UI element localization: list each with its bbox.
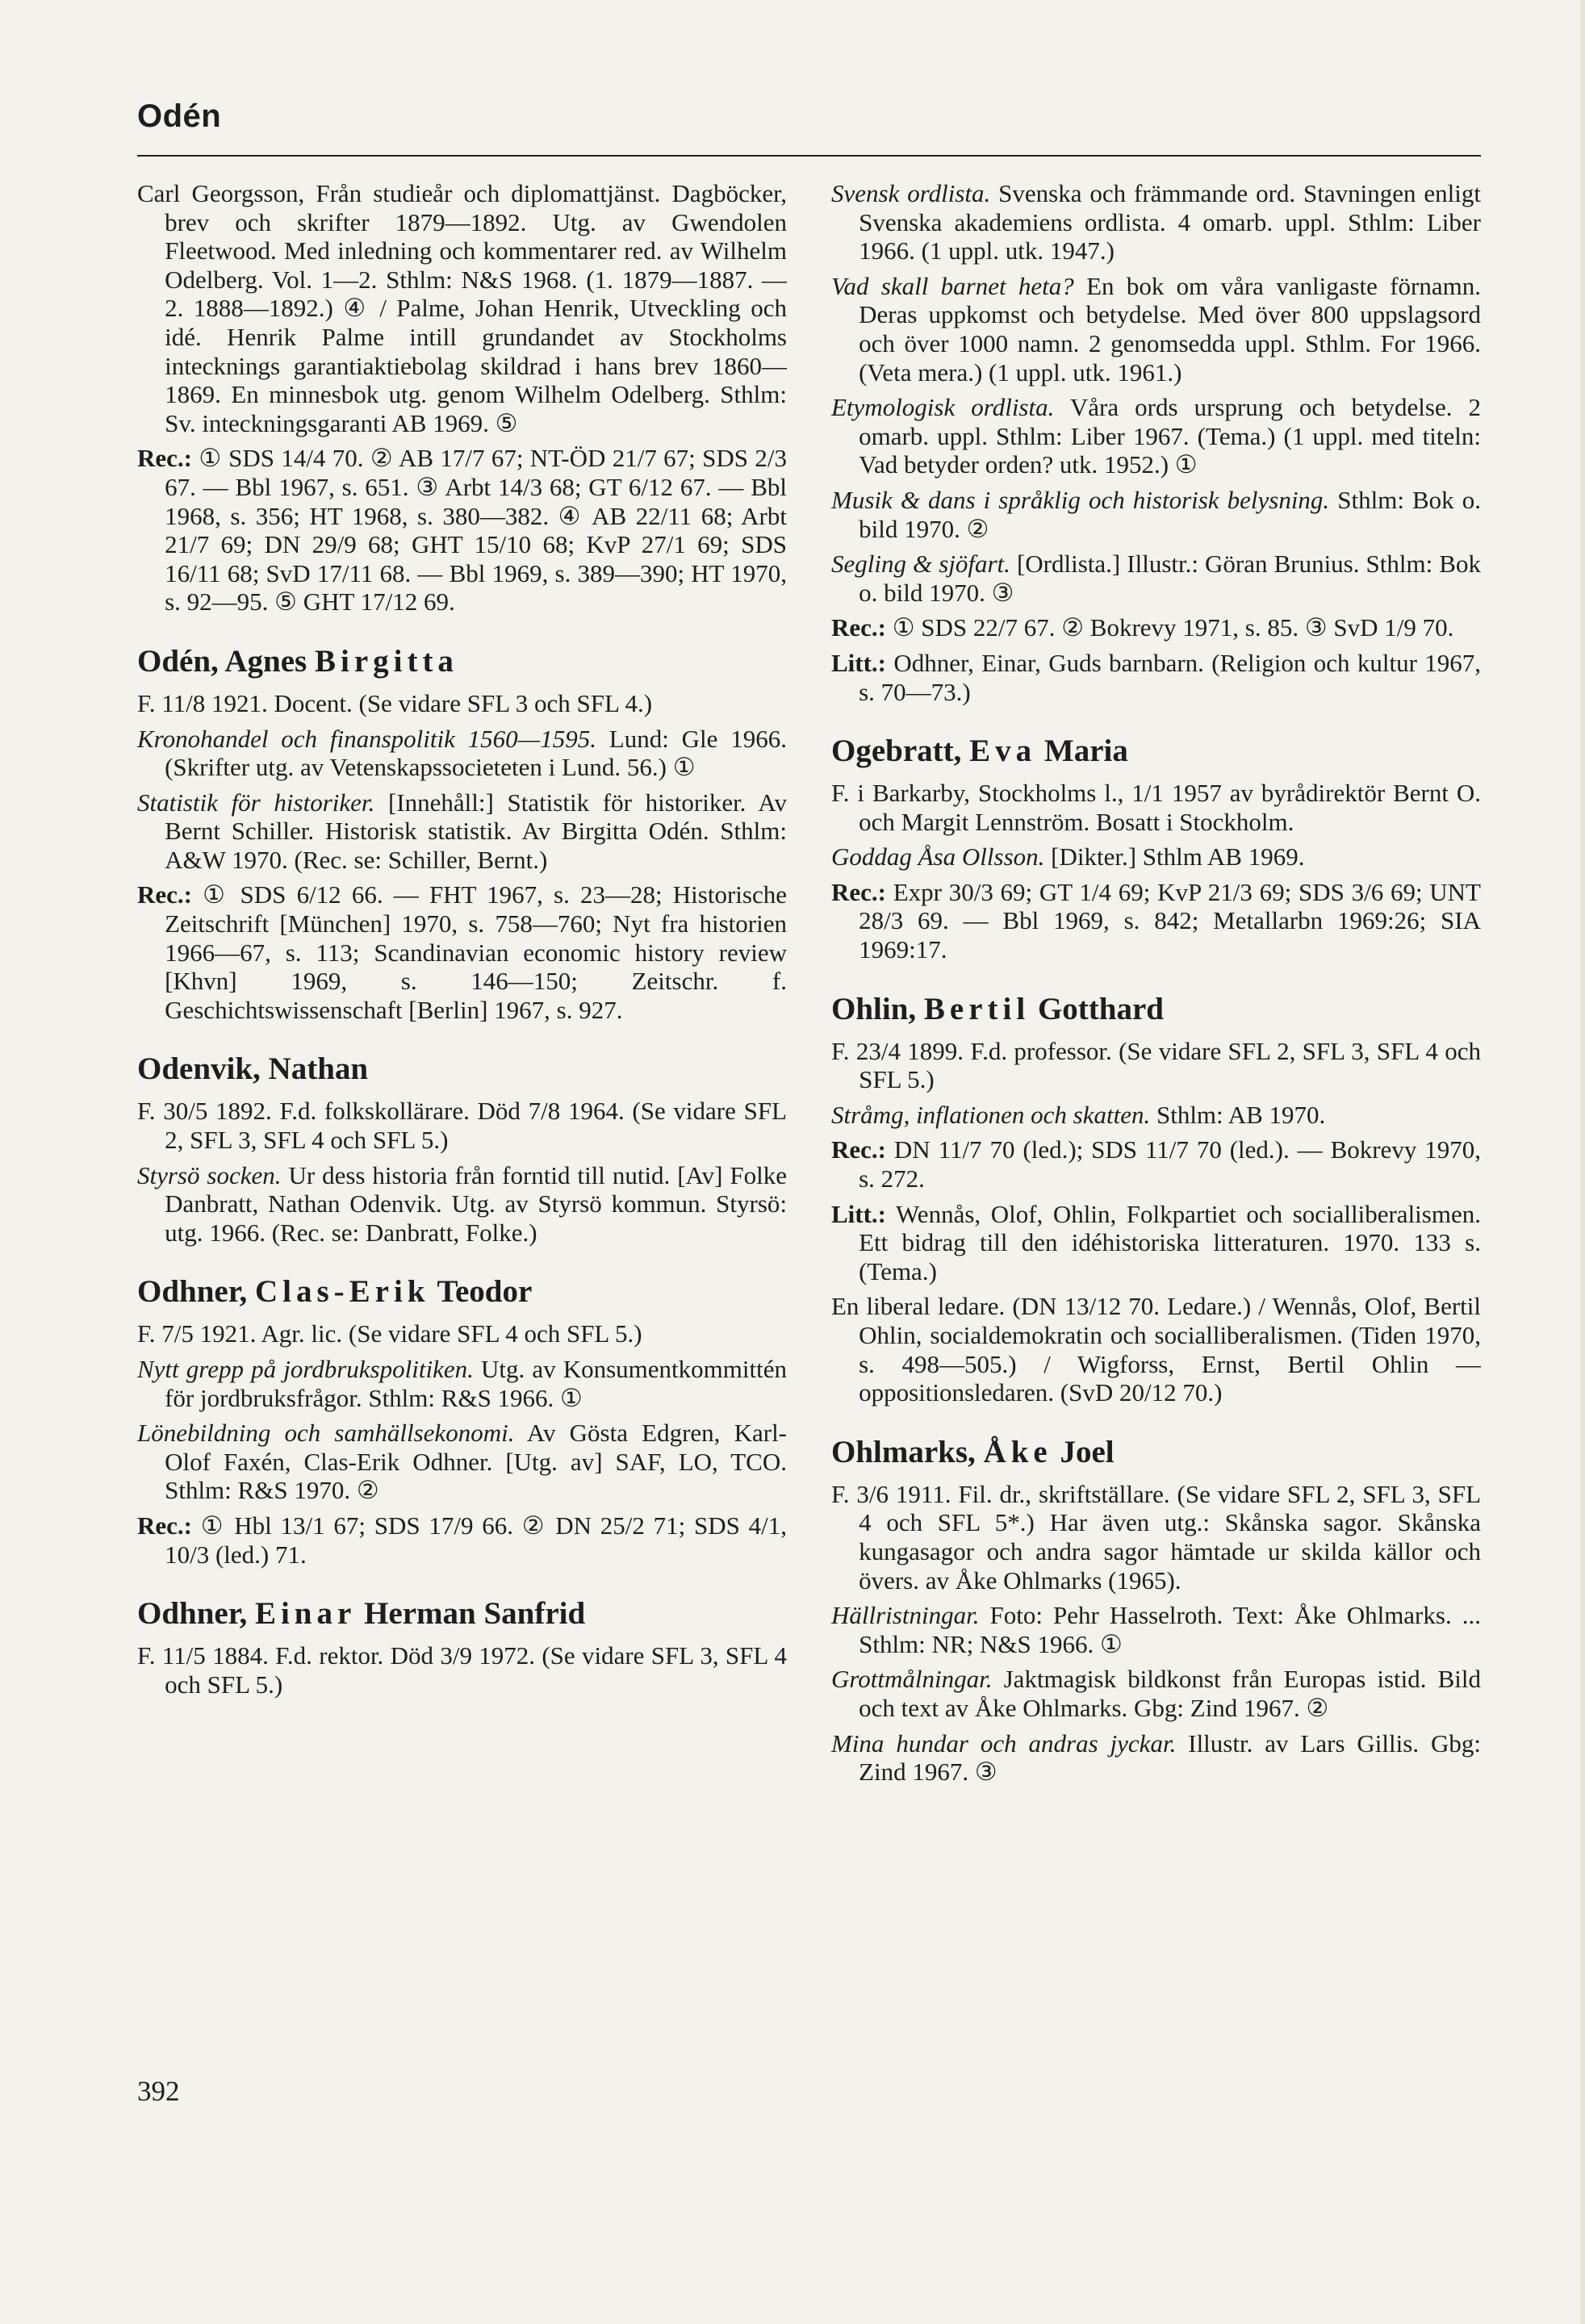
work-title: Mina hundar och andras jyckar.	[831, 1728, 1177, 1758]
work-entry	[137, 1419, 787, 1505]
work-title: Goddag Åsa Ollsson.	[831, 842, 1045, 872]
work-details: Utg. av Konsumentkommittén för jordbruksfrågor. Sthlm: R&S 1966. ①	[165, 1355, 787, 1412]
review-label: Litt.:	[831, 648, 887, 677]
heading-rest: Herman Sanfrid	[356, 1596, 586, 1632]
review-entry	[831, 878, 1481, 964]
review-entry	[831, 649, 1481, 706]
work-entry	[831, 179, 1481, 265]
entry-text: F. 23/4 1899. F.d. professor. (Se vidare SFL 2, SFL 3, SFL 4 och SFL 5.)	[831, 1036, 1481, 1094]
heading-name: Odhner,	[137, 1274, 255, 1310]
review-entry	[137, 1511, 787, 1569]
work-title: Grottmålningar.	[831, 1665, 993, 1694]
review-entry	[831, 1200, 1481, 1286]
heading-name: Ohlmarks,	[831, 1434, 984, 1469]
work-details: Sthlm: AB 1970.	[1150, 1100, 1326, 1129]
heading-name: Odén, Agnes	[137, 643, 315, 679]
work-title: Nytt grepp på jordbrukspolitiken.	[137, 1355, 474, 1383]
work-details: Lund: Gle 1966. (Skrifter utg. av Vetenskapssocieteten i Lund. 56.) ①	[165, 724, 787, 782]
heading-rest: Gotthard	[1030, 991, 1164, 1026]
entry-text: F. i Barkarby, Stockholms l., 1/1 1957 av byrådirektör Bernt O. och Margit Lennström. Bosatt i Stockholm.	[831, 779, 1481, 836]
heading-given-name: Bertil	[923, 991, 1031, 1026]
entry-text: F. 7/5 1921. Agr. lic. (Se vidare SFL 4 och SFL 5.)	[137, 1319, 642, 1348]
entry-text: Carl Georgsson, Från studieår och diplomattjänst. Dagböcker, brev och skrifter 1879—1892. Utg. av Gwendolen Fleetwood. Med inledning och kommentarer red. av Wilhelm Odelberg. Vol. 1—2. Sthlm: N&S 1968. (1. 1879—1887. — 2. 1888—1892.) ④ / Palme, Johan Henrik, Utveckling och idé. Henrik Palme intill grundandet av Stockholms intecknings garantiaktiebolag skildrad i hans brev 1860—1869. En minnesbok utg. genom Wilhelm Odelberg. Sthlm: Sv. inteckningsgaranti AB 1969. ⑤	[137, 179, 787, 437]
review-entry	[137, 444, 787, 617]
review-text: ① SDS 22/7 67. ② Bokrevy 1971, s. 85. ③ SvD 1/9 70.	[892, 613, 1454, 642]
entry-heading	[137, 1051, 787, 1087]
work-title: Styrsö socken.	[137, 1160, 282, 1189]
review-text: Odhner, Einar, Guds barnbarn. (Religion och kultur 1967, s. 70—73.)	[859, 648, 1482, 706]
review-text: ① SDS 14/4 70. ② AB 17/7 67; NT-ÖD 21/7 67; SDS 2/3 67. — Bbl 1967, s. 651. ③ Arbt 14/3 68; GT 6/12 67. — Bbl 1968, s. 356; HT 1968, s. 380—382. ④ AB 22/11 68; Arbt 21/7 69; DN 29/9 68; GHT 15/10 68; KvP 27/1 69; SDS 16/11 68; SvD 17/11 68. — Bbl 1969, s. 389—390; HT 1970, s. 92—95. ⑤ GHT 17/12 69.	[165, 444, 787, 617]
work-entry	[831, 272, 1481, 387]
left-column	[137, 179, 787, 1705]
work-details: Jaktmagisk bildkonst från Europas istid. Bild och text av Åke Ohlmarks. Gbg: Zind 1967. ②	[859, 1665, 1481, 1722]
heading-name: Ohlin,	[831, 991, 924, 1026]
header-rule	[137, 155, 1481, 157]
review-entry	[137, 880, 787, 1024]
work-entry	[137, 1355, 787, 1412]
entry-heading	[831, 734, 1481, 769]
heading-given-name: Birgitta	[314, 643, 458, 679]
review-label: Rec.:	[831, 1135, 886, 1164]
work-entry	[831, 1729, 1481, 1787]
work-entry	[137, 725, 787, 782]
work-title: Stråmg, inflationen och skatten.	[831, 1100, 1151, 1129]
work-title: Vad skall barnet heta?	[831, 271, 1074, 300]
review-entry	[831, 1135, 1481, 1193]
page-edge	[1580, 0, 1585, 2324]
work-title: Kronohandel och finanspolitik 1560—1595.	[137, 724, 596, 753]
review-text: Expr 30/3 69; GT 1/4 69; KvP 21/3 69; SDS 3/6 69; UNT 28/3 69. — Bbl 1969, s. 842; Metallarbn 1969:26; SIA 1969:17.	[859, 877, 1481, 964]
entry-text: En liberal ledare. (DN 13/12 70. Ledare.) / Wennås, Olof, Bertil Ohlin, socialdemokratin och socialliberalismen. (Tiden 1970, s. 498—505.) / Wigforss, Ernst, Bertil Ohlin — oppositionsledaren. (SvD 20/12 70.)	[831, 1292, 1481, 1407]
review-label: Rec.:	[137, 444, 192, 473]
entry-heading	[137, 1274, 787, 1310]
entry-text: F. 11/5 1884. F.d. rektor. Död 3/9 1972. (Se vidare SFL 3, SFL 4 och SFL 5.)	[137, 1641, 787, 1699]
review-label: Litt.:	[831, 1199, 887, 1228]
work-details: Sthlm: Bok o. bild 1970. ②	[859, 485, 1481, 543]
work-title: Hällristningar.	[831, 1601, 980, 1630]
review-label: Rec.:	[831, 613, 886, 642]
entry-heading	[831, 1435, 1481, 1470]
heading-given-name: Einar	[254, 1596, 357, 1632]
work-title: Svensk ordlista.	[831, 179, 991, 207]
work-entry	[831, 1665, 1481, 1722]
page-number: 392	[137, 2075, 180, 2107]
work-entry	[831, 1101, 1481, 1130]
work-details: Ur dess historia från forntid till nutid. [Av] Folke Danbratt, Nathan Odenvik. Utg. av Styrsö kommun. Styrsö: utg. 1966. (Rec. se: Danbratt, Folke.)	[165, 1160, 788, 1247]
entry-heading	[137, 644, 787, 679]
work-title: Statistik för historiker.	[137, 788, 375, 817]
review-text: DN 11/7 70 (led.); SDS 11/7 70 (led.). — Bokrevy 1970, s. 272.	[859, 1135, 1482, 1193]
heading-given-name: Åke	[983, 1434, 1052, 1469]
work-details: [Dikter.] Sthlm AB 1969.	[1044, 842, 1305, 872]
work-details: En bok om våra vanligaste förnamn. Deras uppkomst och betydelse. Med över 800 uppslagsord och över 1000 namn. 2 genomsedda uppl. Sthlm. For 1966. (Veta mera.) (1 uppl. utk. 1961.)	[859, 271, 1482, 387]
heading-name: Odenvik, Nathan	[137, 1051, 369, 1087]
work-details: Våra ords ursprung och betydelse. 2 omarb. uppl. Sthlm: Liber 1967. (Tema.) (1 uppl. med titeln: Vad betyder orden? utk. 1952.) ①	[859, 393, 1481, 479]
work-title: Musik & dans i språklig och historisk belysning.	[831, 485, 1330, 514]
review-text: ① Hbl 13/1 67; SDS 17/9 66. ② DN 25/2 71; SDS 4/1, 10/3 (led.) 71.	[165, 1511, 787, 1569]
running-head: Odén	[137, 98, 222, 134]
work-title: Etymologisk ordlista.	[831, 393, 1055, 422]
work-entry	[831, 842, 1481, 872]
heading-given-name: Eva	[969, 734, 1037, 769]
work-entry	[831, 550, 1481, 607]
heading-rest: Maria	[1036, 734, 1128, 769]
work-entry	[137, 1161, 787, 1248]
review-entry	[831, 613, 1481, 642]
work-entry	[831, 486, 1481, 543]
work-entry	[831, 1601, 1481, 1658]
heading-name: Odhner,	[137, 1596, 255, 1632]
work-details: Foto: Pehr Hasselroth. Text: Åke Ohlmarks. ... Sthlm: NR; N&S 1966. ①	[859, 1601, 1481, 1658]
work-entry	[831, 393, 1481, 479]
work-title: Lönebildning och samhällsekonomi.	[137, 1419, 515, 1448]
work-details: Av Gösta Edgren, Karl-Olof Faxén, Clas-Erik Odhner. [Utg. av] SAF, LO, TCO. Sthlm: R&S 1970. ②	[165, 1419, 788, 1505]
entry-text: F. 3/6 1911. Fil. dr., skriftställare. (Se vidare SFL 2, SFL 3, SFL 4 och SFL 5*.) Har även utg.: Skånska sagor. Skånska kungasagor och andra sagor hämtade ur skilda källor och övers. av Åke Ohlmarks (1965).	[831, 1479, 1481, 1595]
entry-text: F. 30/5 1892. F.d. folkskollärare. Död 7/8 1964. (Se vidare SFL 2, SFL 3, SFL 4 och SFL 5.)	[137, 1097, 787, 1155]
review-text: Wennås, Olof, Ohlin, Folkpartiet och socialliberalismen. Ett bidrag till den idéhistoriska litteraturen. 1970. 133 s. (Tema.)	[859, 1199, 1481, 1285]
heading-given-name: Clas-Erik	[254, 1274, 430, 1310]
review-text: ① SDS 6/12 66. — FHT 1967, s. 23—28; Historische Zeitschrift [München] 1970, s. 758—760; Nyt fra historien 1966—67, s. 113; Scandinavian economic history review [Khvn] 1969, s. 146—150; Zeitschr. f. Geschichtswissenschaft [Berlin] 1967, s. 927.	[165, 880, 787, 1024]
review-label: Rec.:	[137, 1511, 192, 1540]
entry-text: F. 11/8 1921. Docent. (Se vidare SFL 3 och SFL 4.)	[137, 688, 653, 717]
work-details: [Ordlista.] Illustr.: Göran Brunius. Sthlm: Bok o. bild 1970. ③	[859, 550, 1481, 607]
work-details: Illustr. av Lars Gillis. Gbg: Zind 1967. ③	[859, 1728, 1481, 1787]
work-title: Segling & sjöfart.	[831, 550, 1010, 579]
right-column	[831, 179, 1481, 1793]
work-entry	[137, 788, 787, 875]
entry-heading	[831, 992, 1481, 1027]
entry-heading	[137, 1596, 787, 1632]
heading-name: Ogebratt,	[831, 734, 970, 769]
heading-rest: Joel	[1052, 1434, 1115, 1469]
heading-rest: Teodor	[429, 1274, 533, 1310]
review-label: Rec.:	[137, 880, 192, 909]
work-details: [Innehåll:] Statistik för historiker. Av Bernt Schiller. Historisk statistik. Av Birgitta Odén. Sthlm: A&W 1970. (Rec. se: Schiller, Bernt.)	[165, 788, 787, 874]
work-details: Svenska och främmande ord. Stavningen enligt Svenska akademiens ordlista. 4 omarb. uppl. Sthlm: Liber 1966. (1 uppl. utk. 1947.)	[859, 179, 1481, 265]
review-label: Rec.:	[831, 877, 886, 906]
